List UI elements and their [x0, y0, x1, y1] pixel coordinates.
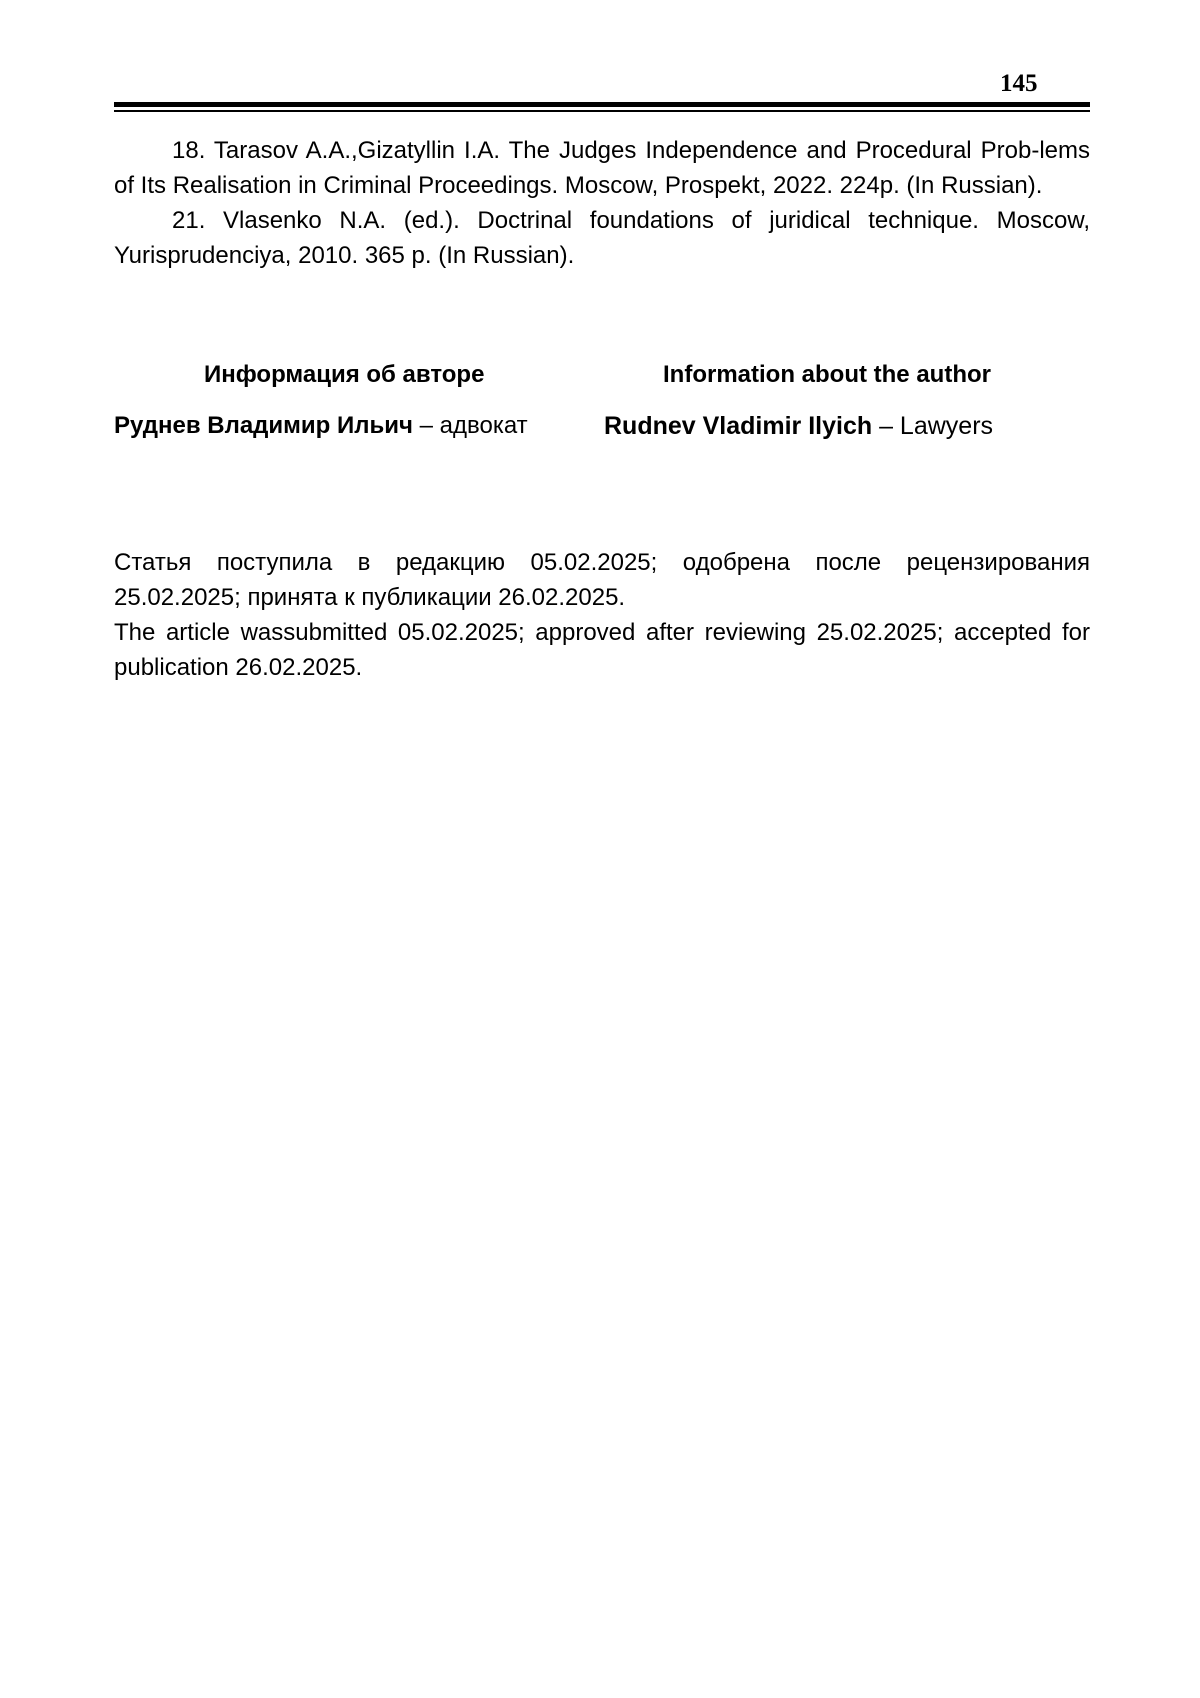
submission-dates-ru: Статья поступила в редакцию 05.02.2025; одобрена после рецензирования 25.02.2025; принята к публикации 26.02.2025.: [114, 549, 1090, 611]
submission-dates-en: The article wassubmitted 05.02.2025; approved after reviewing 25.02.2025; accepted for publication 26.02.2025.: [114, 619, 1090, 681]
author-name-ru: Руднев Владимир Ильич: [114, 412, 413, 439]
header-rule-thin: [114, 110, 1090, 112]
page-number: 145: [1000, 70, 1038, 97]
header-rule-thick: [114, 102, 1090, 107]
author-entry-ru: [114, 411, 528, 441]
author-info-heading-ru: Информация об авторе: [204, 361, 485, 388]
reference-item: 21. Vlasenko N.A. (ed.). Doctrinal foundations of juridical technique. Moscow, Yurisprudenciya, 2010. 365 p. (In Russian).: [114, 207, 1090, 269]
submission-dates: [114, 545, 1090, 685]
author-info-heading-en: Information about the author: [663, 361, 991, 388]
reference-item: 18. Tarasov A.A.,Gizatyllin I.A. The Judges Independence and Procedural Prob-lems of Its Realisation in Criminal Proceedings. Moscow, Prospekt, 2022. 224p. (In Russian).: [114, 137, 1090, 199]
author-role-ru: – адвокат: [412, 412, 528, 439]
author-role-en: – Lawyers: [872, 412, 994, 440]
author-entry-en: [604, 411, 993, 441]
reference-list: [114, 133, 1090, 273]
author-name-en: Rudnev Vladimir Ilyich: [604, 412, 873, 440]
